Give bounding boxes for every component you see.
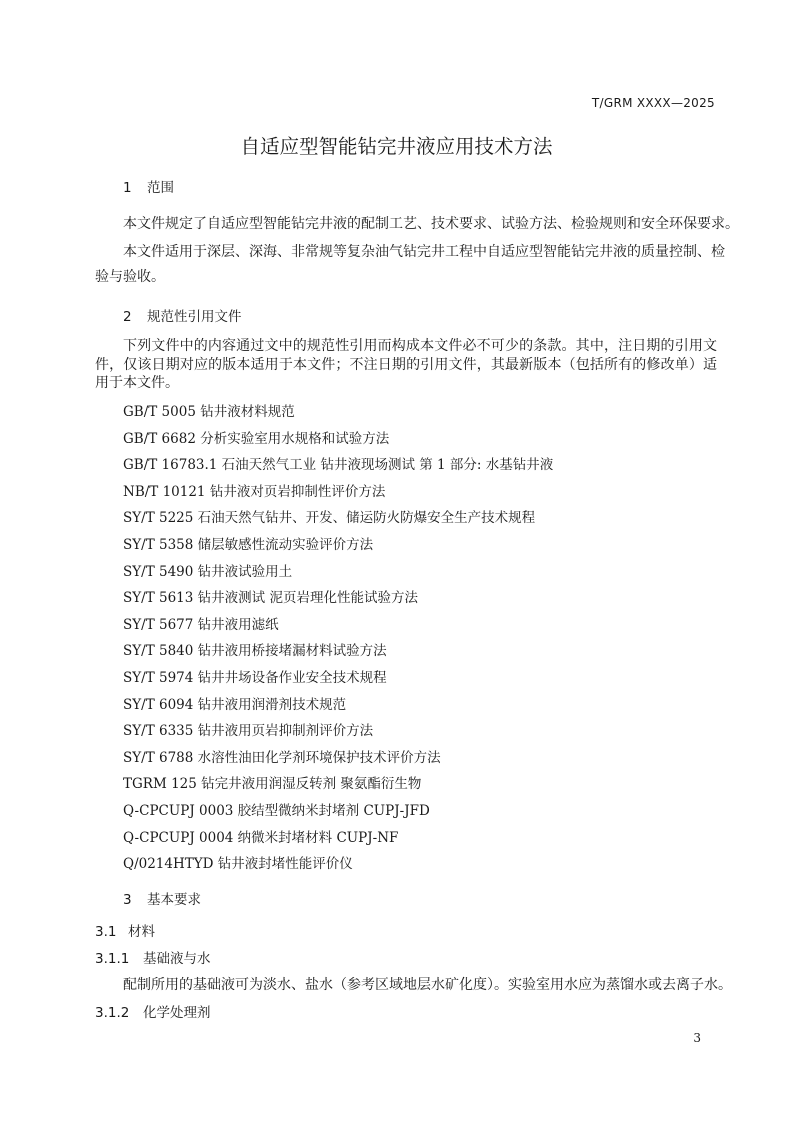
reference-item: GB/T 16783.1 石油天然气工业 钻井液现场测试 第 1 部分: 水基钻井液	[123, 457, 554, 474]
subsection-3-1-1-paragraph: 配制所用的基础液可为淡水、盐水（参考区域地层水矿化度）。实验室用水应为蒸馏水或去离子水。	[123, 977, 732, 993]
section-1-paragraph-2: 本文件适用于深层、深海、非常规等复杂油气钻完井工程中自适应型智能钻完井液的质量控制、检	[123, 244, 725, 260]
reference-item: SY/T 5358 储层敏感性流动实验评价方法	[123, 537, 374, 553]
subsection-title: 材料	[128, 924, 155, 940]
subsection-title: 化学处理剂	[143, 1005, 211, 1021]
section-3-heading	[123, 888, 201, 908]
section-number: 1	[123, 180, 132, 196]
section-title: 范围	[147, 180, 174, 196]
reference-item: SY/T 6788 水溶性油田化学剂环境保护技术评价方法	[123, 749, 441, 766]
section-title: 规范性引用文件	[147, 309, 242, 325]
section-number: 3	[123, 892, 132, 908]
reference-item: Q-CPCUPJ 0003 胶结型微纳米封堵剂 CUPJ-JFD	[123, 803, 430, 819]
reference-item: TGRM 125 钻完井液用润湿反转剂 聚氨酯衍生物	[123, 776, 422, 793]
reference-item: SY/T 6094 钻井液用润滑剂技术规范	[123, 696, 347, 713]
document-code: T/GRM XXXX—2025	[591, 96, 715, 110]
subsection-number: 3.1.2	[95, 1005, 130, 1021]
reference-item: SY/T 5677 钻井液用滤纸	[123, 616, 279, 633]
section-1-paragraph-2-continued: 验与验收。	[95, 269, 165, 285]
section-1-paragraph-1: 本文件规定了自适应型智能钻完井液的配制工艺、技术要求、试验方法、检验规则和安全环保要求。	[123, 216, 739, 232]
reference-item: GB/T 5005 钻井液材料规范	[123, 404, 295, 420]
reference-item: Q-CPCUPJ 0004 纳微米封堵材料 CUPJ-NF	[123, 829, 399, 846]
subsection-number: 3.1.1	[95, 951, 130, 967]
subsection-3-1-1-heading	[95, 947, 211, 967]
section-1-heading	[123, 176, 174, 196]
subsection-3-1-2-heading	[95, 1001, 211, 1021]
section-2-heading	[123, 305, 242, 325]
reference-item: Q/0214HTYD 钻井液封堵性能评价仪	[123, 856, 353, 873]
subsection-3-1-heading	[95, 920, 155, 940]
section-2-intro: 下列文件中的内容通过文中的规范性引用而构成本文件必不可少的条款。其中，注日期的引用文件，仅该日期对应的版本适用于本文件；不注日期的引用文件，其最新版本（包括所有的修改单）适用于本文件。	[95, 338, 717, 391]
section-title: 基本要求	[147, 892, 201, 908]
subsection-number: 3.1	[95, 924, 117, 940]
document-title: 自适应型智能钻完井液应用技术方法	[240, 135, 553, 158]
reference-item: SY/T 5840 钻井液用桥接堵漏材料试验方法	[123, 643, 387, 660]
reference-item: GB/T 6682 分析实验室用水规格和试验方法	[123, 430, 390, 447]
reference-item: SY/T 5974 钻井井场设备作业安全技术规程	[123, 670, 387, 686]
reference-item: SY/T 5613 钻井液测试 泥页岩理化性能试验方法	[123, 590, 418, 607]
reference-item: SY/T 6335 钻井液用页岩抑制剂评价方法	[123, 723, 374, 740]
page-number: 3	[693, 1031, 701, 1045]
reference-item: NB/T 10121 钻井液对页岩抑制性评价方法	[123, 483, 386, 500]
reference-item: SY/T 5490 钻井液试验用土	[123, 563, 293, 580]
reference-item: SY/T 5225 石油天然气钻井、开发、储运防火防爆安全生产技术规程	[123, 510, 536, 527]
subsection-title: 基础液与水	[143, 951, 211, 967]
section-number: 2	[123, 309, 132, 325]
